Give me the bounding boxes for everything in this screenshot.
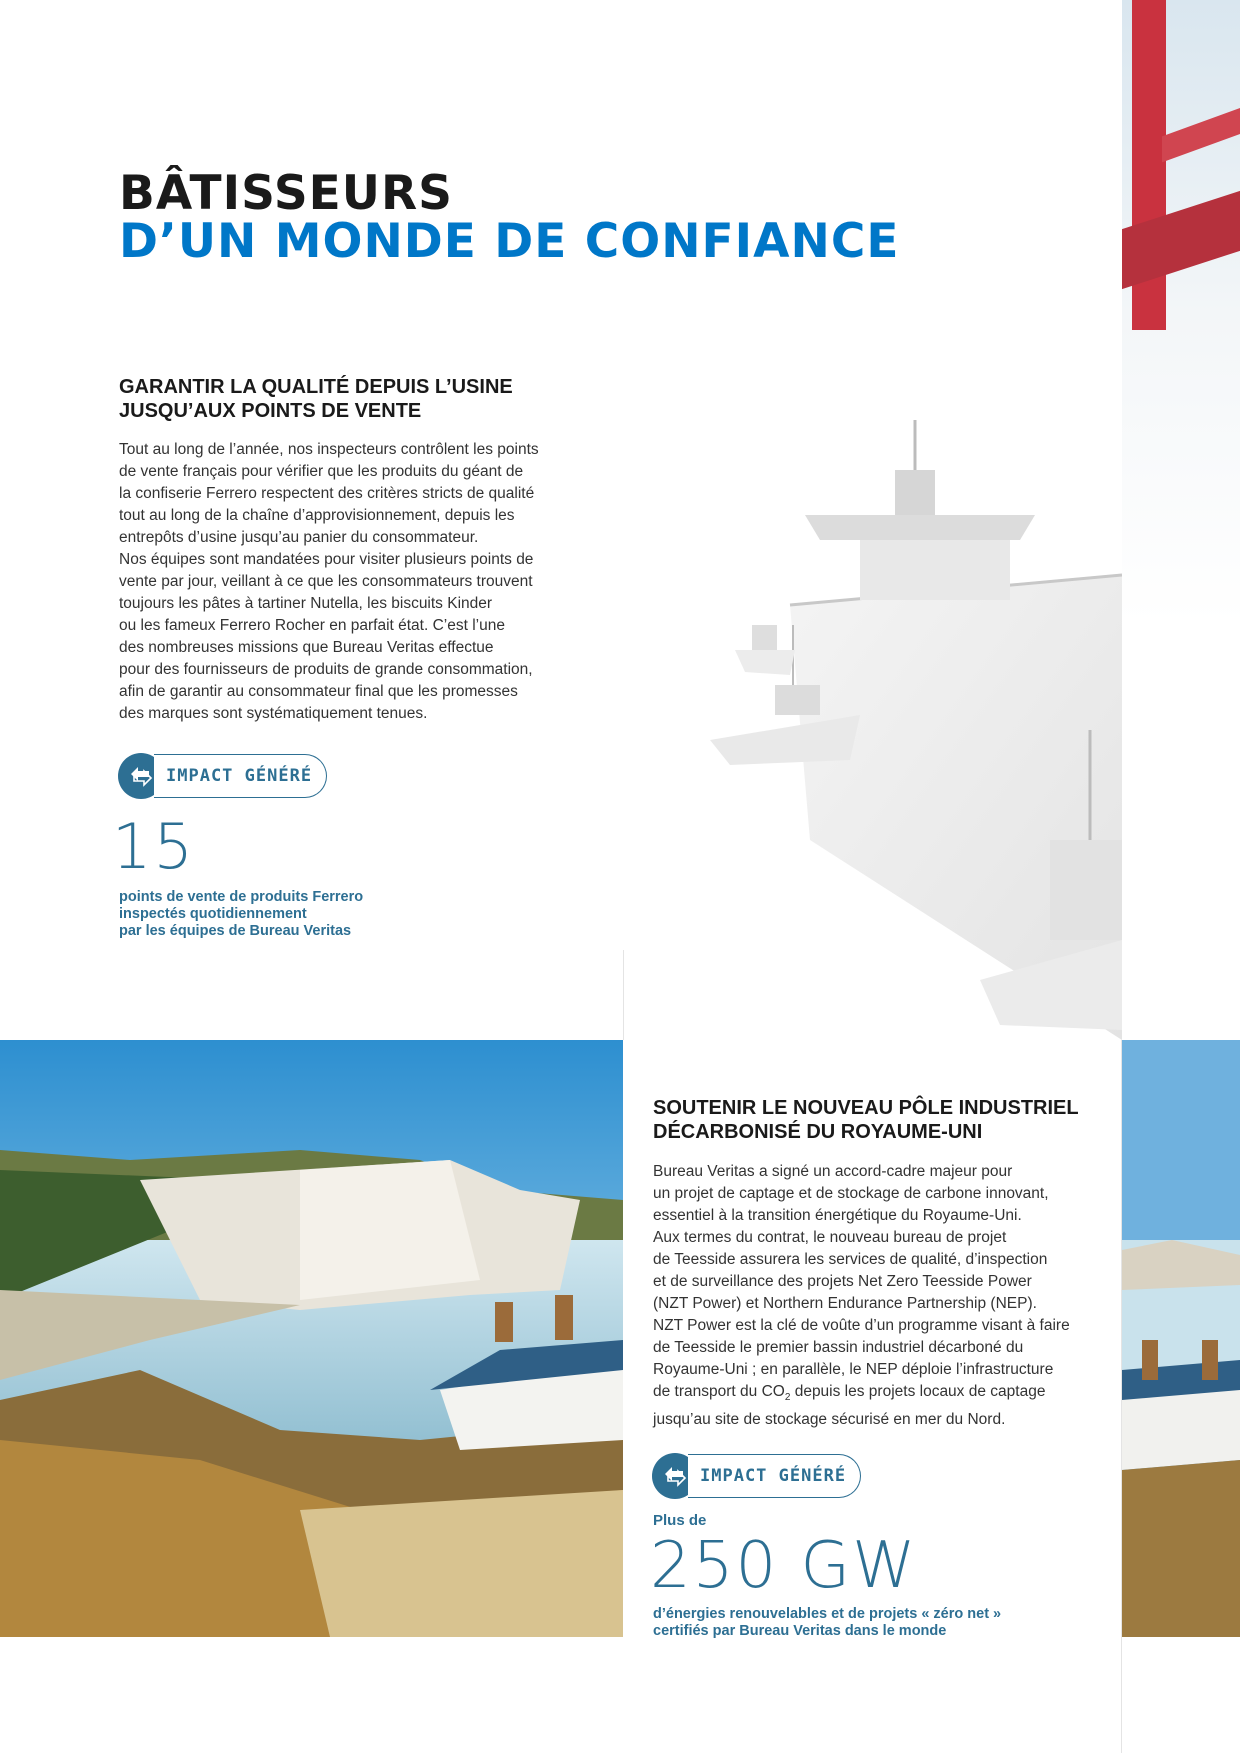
impact-badge-2 (652, 1453, 882, 1499)
section2-body-line: et de surveillance des projets Net Zero Teesside Power (653, 1273, 1032, 1290)
section1-body-line: entrepôts d’usine jusqu’au panier du consommateur. (119, 529, 479, 546)
cliffs-photo (0, 1040, 623, 1637)
section1-body-line: vente par jour, veillant à ce que les consommateurs trouvent (119, 573, 533, 590)
section2-body-line: jusqu’au site de stockage sécurisé en mer du Nord. (653, 1411, 1006, 1429)
section1-body-line: la confiserie Ferrero respectent des critères stricts de qualité (119, 485, 535, 502)
section1-body-line: de vente français pour vérifier que les produits du géant de (119, 463, 524, 480)
impact-badge-label: IMPACT GÉNÉRÉ (688, 1454, 861, 1498)
section2-body-line: Aux termes du contrat, le nouveau bureau de projet (653, 1229, 1007, 1246)
section2-body-line: un projet de captage et de stockage de carbone innovant, (653, 1185, 1049, 1202)
section1-body-line: toujours les pâtes à tartiner Nutella, les biscuits Kinder (119, 595, 493, 612)
stat-caption-line: inspectés quotidiennement (119, 906, 307, 922)
section1-body-line: Tout au long de l’année, nos inspecteurs contrôlent les points (119, 441, 539, 458)
ships-illustration (690, 400, 1122, 1060)
section1-body-line: des nombreuses missions que Bureau Veritas effectue (119, 639, 494, 656)
section1-heading (119, 375, 513, 423)
section1-body (119, 439, 579, 725)
stat-caption-line: certifiés par Bureau Veritas dans le monde (653, 1623, 947, 1639)
section2-body-line: Royaume-Uni ; en parallèle, le NEP déploie l’infrastructure (653, 1361, 1054, 1378)
section2-body-line: NZT Power est la clé de voûte d’un programme visant à faire (653, 1317, 1070, 1334)
section2-body-line: (NZT Power) et Northern Endurance Partnership (NEP). (653, 1295, 1037, 1312)
section1-body-line: ou les fameux Ferrero Rocher en parfait état. C’est l’une (119, 617, 505, 634)
section2-body-line: essentiel à la transition énergétique du Royaume-Uni. (653, 1207, 1022, 1224)
section2-body-line-co2: de transport du $CO_2$ depuis les projets locaux de captage (653, 1383, 1046, 1404)
section1-body-line: Nos équipes sont mandatées pour visiter plusieurs points de (119, 551, 534, 568)
section1-heading-line2: JUSQU’AUX POINTS DE VENTE (119, 400, 422, 422)
section1-heading-line1: GARANTIR LA QUALITÉ DEPUIS L’USINE (119, 376, 513, 398)
column-divider-right (1121, 1040, 1122, 1753)
section2-body-line: de Teesside assurera les services de qualité, d’inspection (653, 1251, 1048, 1268)
section1-body-line: pour des fournisseurs de produits de grande consommation, (119, 661, 533, 678)
section2-body-line: de Teesside le premier bassin industriel décarboné du (653, 1339, 1024, 1356)
stat-prefix-2: Plus de (653, 1512, 707, 1529)
section1-body-line: des marques sont systématiquement tenues. (119, 705, 428, 722)
section2-heading-line2: DÉCARBONISÉ DU ROYAUME-UNI (653, 1121, 983, 1143)
page-title (119, 166, 900, 269)
stat-caption-line: d’énergies renouvelables et de projets « zéro net » (653, 1606, 1002, 1622)
impact-badge-1 (118, 753, 348, 799)
stat-caption-line: points de vente de produits Ferrero (119, 889, 364, 905)
section1-body-line: tout au long de la chaîne d’approvisionnement, depuis les (119, 507, 515, 524)
page-title-line1: BÂTISSEURS (119, 166, 453, 221)
section2-heading-line1: SOUTENIR LE NOUVEAU PÔLE INDUSTRIEL (653, 1097, 1079, 1119)
stat-caption-2 (653, 1606, 1001, 1640)
crane-photo-strip (1122, 0, 1240, 1040)
stat-number-2: 250 GW (650, 1529, 918, 1603)
cliffs-photo-edge (1122, 1040, 1240, 1637)
stat-caption-line: par les équipes de Bureau Veritas (119, 923, 352, 939)
page-title-line2: D’UN MONDE DE CONFIANCE (119, 214, 900, 269)
section2-body (653, 1161, 1113, 1431)
stat-number-1: 15 (112, 810, 195, 883)
section2-body-line: Bureau Veritas a signé un accord-cadre majeur pour (653, 1163, 1013, 1180)
section1-body-line: afin de garantir au consommateur final que les promesses (119, 683, 518, 700)
section2-heading (653, 1096, 1079, 1144)
stat-caption-1 (119, 889, 363, 940)
impact-badge-label: IMPACT GÉNÉRÉ (154, 754, 327, 798)
